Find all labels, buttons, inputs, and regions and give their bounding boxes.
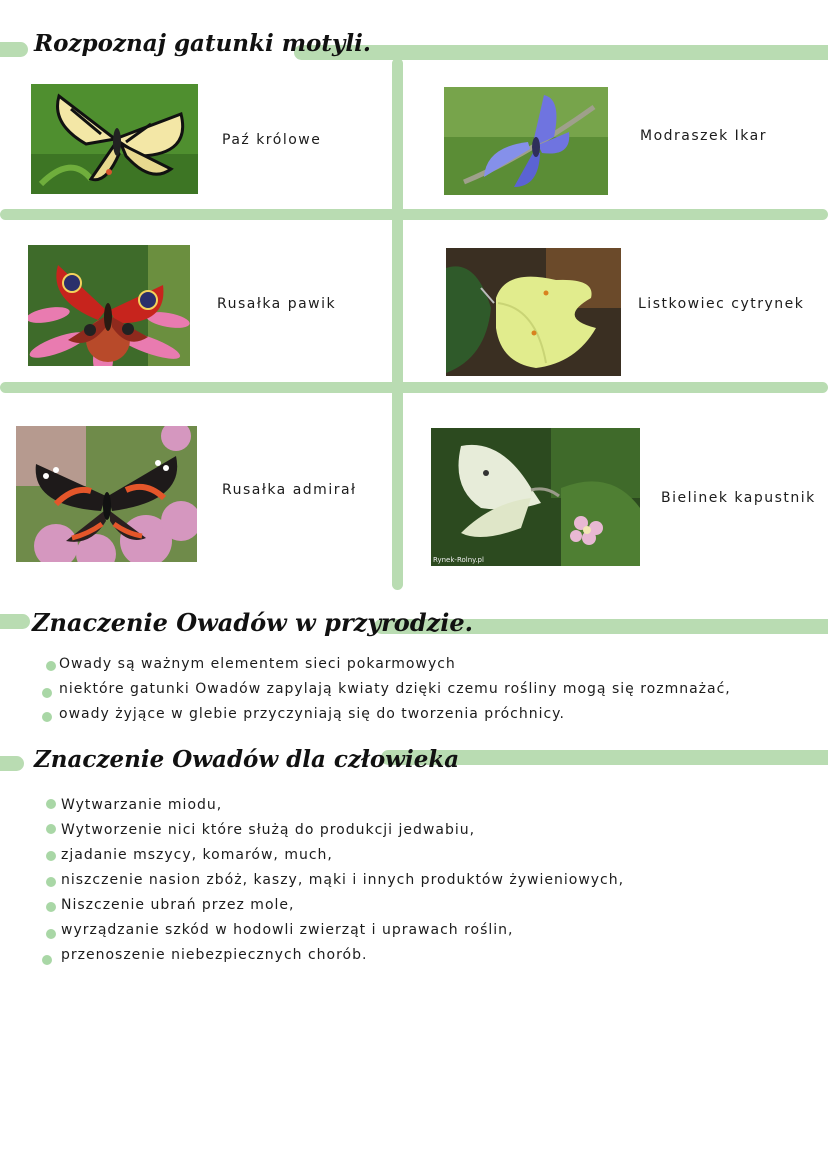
list-item: Wytworzenie nici które służą do produkcji jedwabiu, (61, 822, 624, 847)
bullet-dot-icon (46, 824, 56, 834)
butterfly-label-cabbage-white: Bielinek kapustnik (661, 490, 816, 506)
header-bar-right (294, 45, 828, 60)
bullet-dot-icon (46, 799, 56, 809)
grid-row-divider-2 (0, 382, 828, 393)
list-item: Niszczenie ubrań przez mole, (61, 897, 624, 922)
photo-watermark: Rynek-Rolny.pl (433, 556, 484, 564)
list-item: owady żyjące w glebie przyczyniają się do tworzenia próchnicy. (59, 706, 731, 731)
bullet-dot-icon (42, 688, 52, 698)
butterfly-label-peacock: Rusałka pawik (217, 296, 337, 312)
bullet-dot-icon (46, 902, 56, 912)
bullet-dot-icon (46, 877, 56, 887)
header-bar-left (0, 42, 28, 57)
butterfly-label-brimstone: Listkowiec cytrynek (638, 296, 805, 312)
butterfly-label-swallowtail: Paź królowe (222, 132, 322, 148)
list-item: Wytwarzanie miodu, (61, 797, 624, 822)
list-item: niektóre gatunki Owadów zapylają kwiaty dzięki czemu rośliny mogą się rozmnażać, (59, 681, 731, 706)
list-item: wyrządzanie szkód w hodowli zwierząt i uprawach roślin, (61, 922, 624, 947)
bullet-dot-icon (42, 712, 52, 722)
bullet-dot-icon (46, 851, 56, 861)
list-item: przenoszenie niebezpiecznych chorób. (61, 947, 624, 972)
human-section-title: Znaczenie Owadów dla człowieka (34, 746, 460, 773)
human-points-list (61, 797, 624, 972)
cabbage-white-photo (431, 428, 640, 566)
brimstone-photo (446, 248, 621, 376)
bullet-dot-icon (42, 955, 52, 965)
nature-section-title: Znaczenie Owadów w przyrodzie. (32, 608, 473, 637)
nature-points-list (59, 656, 731, 731)
peacock-butterfly-photo (28, 245, 190, 366)
list-item: Owady są ważnym elementem sieci pokarmowych (59, 656, 731, 681)
red-admiral-photo (16, 426, 197, 562)
butterfly-label-common-blue: Modraszek Ikar (640, 128, 768, 144)
swallowtail-photo (31, 84, 198, 194)
common-blue-photo (444, 87, 608, 195)
section3-bar-left (0, 756, 24, 771)
list-item: zjadanie mszycy, komarów, much, (61, 847, 624, 872)
butterflies-section-title: Rozpoznaj gatunki motyli. (34, 30, 371, 57)
bullet-dot-icon (46, 661, 56, 671)
grid-vertical-divider (392, 58, 403, 590)
section2-bar-left (0, 614, 30, 629)
list-item: niszczenie nasion zbóż, kaszy, mąki i innych produktów żywieniowych, (61, 872, 624, 897)
butterfly-label-red-admiral: Rusałka admirał (222, 482, 357, 498)
bullet-dot-icon (46, 929, 56, 939)
grid-row-divider-1 (0, 209, 828, 220)
